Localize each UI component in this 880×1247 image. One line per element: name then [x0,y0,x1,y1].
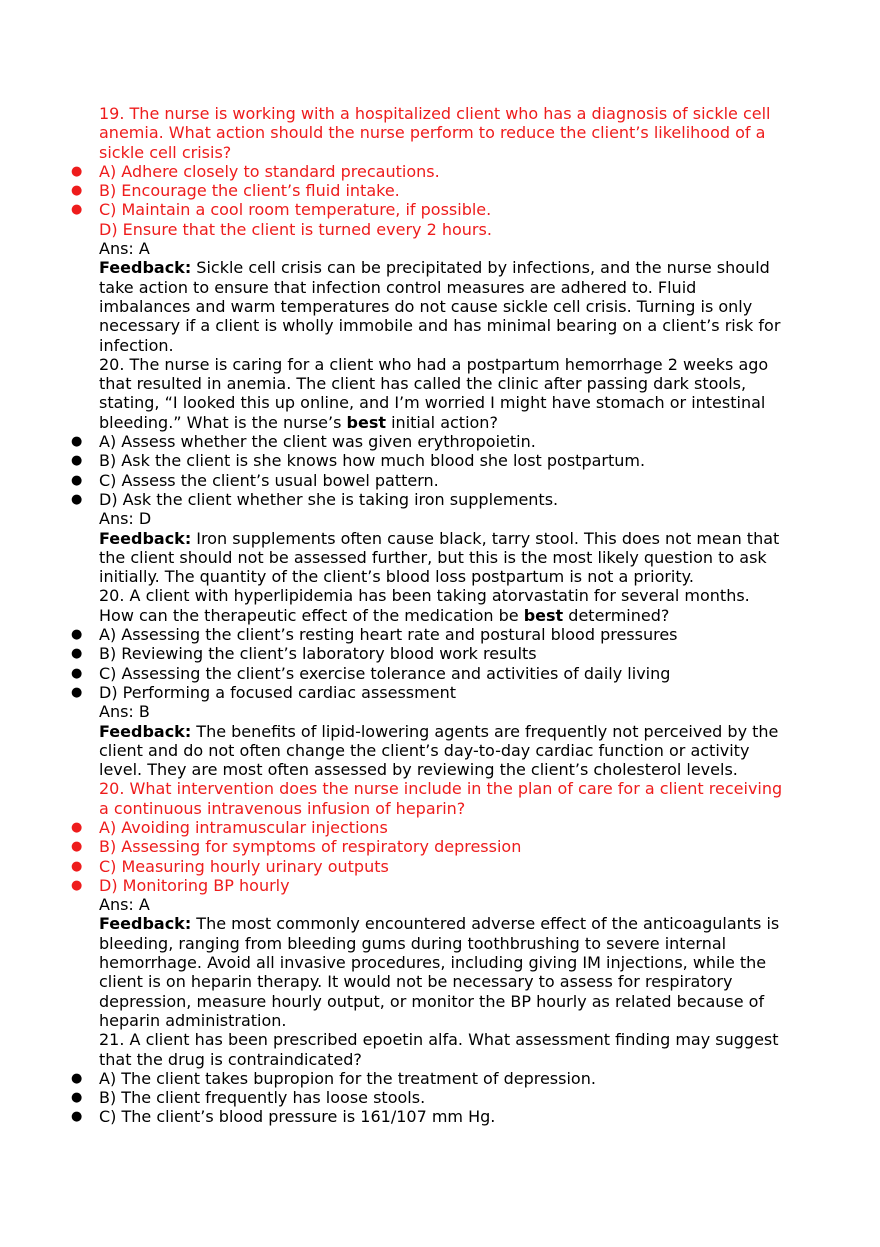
question-20b-answer: Ans: B [99,702,150,722]
question-20c-option-c: ● C) Measuring hourly urinary outputs [99,857,789,876]
question-20c-answer: Ans: A [99,895,150,915]
feedback-label: Feedback: [99,528,192,548]
question-19-option-c: ● C) Maintain a cool room temperature, if possible. [99,200,789,219]
question-21-option-c: ● C) The client’s blood pressure is 161/107 mm Hg. [99,1107,789,1126]
question-20b-option-b: ● B) Reviewing the client’s laboratory blood work results [99,644,789,663]
question-19-answer: Ans: A [99,239,150,259]
question-20a-answer: Ans: D [99,509,152,529]
question-21-option-b: ● B) The client frequently has loose stools. [99,1088,789,1107]
feedback-text: Iron supplements often cause black, tarry stool. This does not mean that the client should not be assessed further, but this is the most likely question to ask initially. The quantity of the client’s blood loss postpartum is not a priority. [99,528,780,587]
feedback-label: Feedback: [99,258,192,278]
question-19-feedback [99,258,789,354]
question-19-option-d: D) Ensure that the client is turned every 2 hours. [99,219,492,239]
question-20b-feedback [99,722,789,780]
feedback-text: The benefits of lipid-lowering agents are frequently not perceived by the client and do not often change the client’s day-to-day cardiac function or activity level. They are most often assessed by reviewing the client’s cholesterol levels. [99,721,779,780]
stem-text: 20. A client with hyperlipidemia has been taking atorvastatin for several months. How can the therapeutic effect of the medication be [99,586,750,625]
question-20c-option-a: ● A) Avoiding intramuscular injections [99,818,789,837]
stem-emphasis: best [523,605,564,625]
question-21-option-a: ● A) The client takes bupropion for the treatment of depression. [99,1069,789,1088]
question-20b-stem [99,586,789,625]
question-19-option-a: ● A) Adhere closely to standard precautions. [99,162,789,181]
question-20a-option-d: ● D) Ask the client whether she is taking iron supplements. [99,490,789,509]
question-20c-stem: 20. What intervention does the nurse include in the plan of care for a client receiving a continuous intravenous infusion of heparin? [99,779,783,818]
question-20b-option-a: ● A) Assessing the client’s resting heart rate and postural blood pressures [99,625,789,644]
question-20b-option-c: ● C) Assessing the client’s exercise tolerance and activities of daily living [99,664,789,683]
question-21-stem: 21. A client has been prescribed epoetin alfa. What assessment finding may suggest that the drug is contraindicated? [99,1030,779,1069]
stem-text-end: determined? [563,605,670,625]
question-20a-option-a: ● A) Assess whether the client was given erythropoietin. [99,432,789,451]
stem-emphasis: best [346,412,387,432]
question-20a-feedback [99,529,789,587]
question-20a-option-c: ● C) Assess the client’s usual bowel pattern. [99,471,789,490]
feedback-text: The most commonly encountered adverse effect of the anticoagulants is bleeding, ranging from bleeding gums during toothbrushing to severe internal hemorrhage. Avoid all invasive procedures, including giving IM injections, while the client is on heparin therapy. It would not be necessary to assess for respiratory depression, measure hourly output, or monitor the BP hourly as related because of heparin administration. [99,914,780,1030]
question-20c-option-b: ● B) Assessing for symptoms of respiratory depression [99,837,789,856]
feedback-label: Feedback: [99,721,192,741]
question-20a-option-b: ● B) Ask the client is she knows how much blood she lost postpartum. [99,451,789,470]
question-19-option-b: ● B) Encourage the client’s fluid intake. [99,181,789,200]
feedback-label: Feedback: [99,914,192,934]
feedback-text: Sickle cell crisis can be precipitated by infections, and the nurse should take action to ensure that infection control measures are adhered to. Fluid imbalances and warm temperatures do not cause sickle cell crisis. Turning is only necessary if a client is wholly immobile and has minimal bearing on a client’s risk for infection. [99,258,781,355]
stem-text-end: initial action? [386,412,498,432]
question-20c-option-d: ● D) Monitoring BP hourly [99,876,789,895]
question-19-stem: 19. The nurse is working with a hospitalized client who has a diagnosis of sickle cell anemia. What action should the nurse perform to reduce the client’s likelihood of a sickle cell crisis? [99,104,771,162]
question-20c-feedback [99,914,789,1030]
question-20b-option-d: ● D) Performing a focused cardiac assessment [99,683,789,702]
document-content [99,104,789,1127]
question-20a-stem [99,355,789,432]
stem-text: 20. The nurse is caring for a client who had a postpartum hemorrhage 2 weeks ago that resulted in anemia. The client has called the clinic after passing dark stools, stating, “I looked this up online, and I’m worried I might have stomach or intestinal bleeding.” What is the nurse’s [99,354,769,432]
